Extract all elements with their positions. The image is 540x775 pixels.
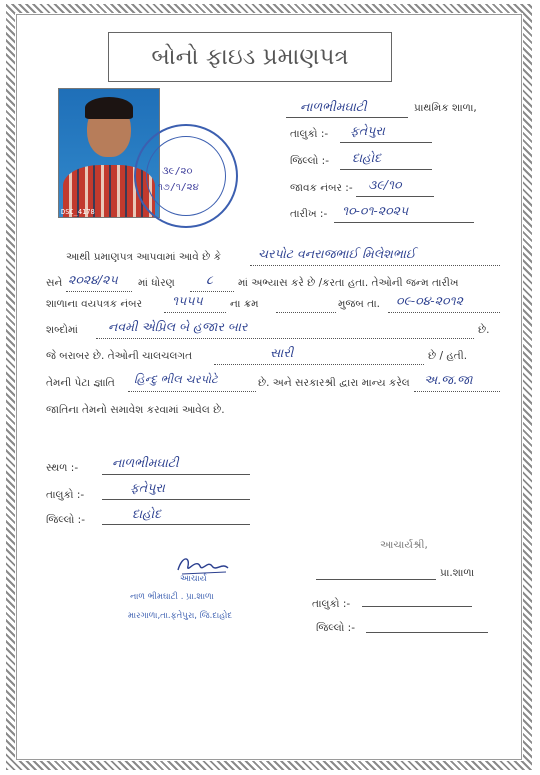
jillo-label: જિલ્લો :-	[290, 155, 329, 167]
birth-date: ૦૯-૦૪-૨૦૧૨	[396, 293, 463, 308]
line2-sane: સને	[46, 277, 63, 289]
line6-prefix: તેમની પેટા જ્ઞાતિ	[46, 377, 115, 389]
stamp-text-2: ૧૭/૧/૨૪	[158, 182, 199, 193]
conduct-value: સારી	[270, 345, 294, 360]
taluko-value: ફતેપુરા	[350, 123, 385, 138]
taluko3-label: તાલુકો :-	[312, 598, 351, 610]
academic-year: ૨૦૨૪/૨૫	[68, 272, 118, 287]
student-name: ચરપોટ વનરાજભાઈ મિલેશભાઈ	[258, 246, 416, 261]
school-name: નાળભીમઘાટી	[300, 99, 367, 114]
line5-suffix: છે / હતી.	[428, 350, 468, 362]
school-round-stamp	[134, 124, 238, 228]
line2-dhoran: માં ધોરણ	[138, 277, 175, 289]
line3-mid: ના ક્રમ	[230, 298, 259, 310]
line3-prefix: શાળાના વયપત્રક નંબર	[46, 298, 143, 310]
stamp-text-1: ૩૯/૨૦	[162, 166, 193, 177]
photo-caption: DSC_4178	[61, 208, 95, 216]
standard: ૮	[206, 272, 213, 287]
line4-prefix: શબ્દોમાં	[46, 324, 78, 336]
line7: જાતિના તેમનો સમાવેશ કરવામાં આવેલ છે.	[46, 404, 225, 416]
taluko2-label: તાલુકો :-	[46, 489, 85, 501]
line3-mujab: મુજબ તા.	[338, 298, 380, 310]
tarikh-value: ૧૦-૦૧-૨૦૨૫	[342, 203, 409, 218]
pra-shala-label: પ્રા.શાળા	[440, 567, 475, 579]
category-value: અ.જ.જા	[424, 372, 473, 387]
jillo3-label: જિલ્લો :-	[316, 622, 355, 634]
jillo2-label: જિલ્લો :-	[46, 514, 85, 526]
jillo2-value: દાહોદ	[132, 506, 162, 521]
seal-line-1: નાળ ભીમઘાટી . પ્રા.શાળા	[130, 592, 214, 602]
line6-mid: છે. અને સરકારશ્રી દ્વારા માન્ય કરેલ	[258, 377, 410, 389]
birth-date-words: નવમી એપ્રિલ બે હજાર બાર	[108, 319, 248, 334]
tarikh-label: તારીખ :-	[290, 208, 328, 220]
javak-label: જાવક નંબર :-	[290, 182, 353, 194]
line1-prefix: આથી પ્રમાણપત્ર આપવામાં આવે છે કે	[66, 251, 222, 263]
seal-line-0: આચાર્ય	[180, 574, 207, 584]
taluko2-value: ફતેપુરા	[130, 480, 165, 495]
acharya-label: આચાર્યશ્રી,	[380, 539, 428, 551]
line5-prefix: જે બરાબર છે. તેઓની ચાલચલગત	[46, 350, 193, 362]
sthal-label: સ્થળ :-	[46, 462, 79, 474]
line2-suffix: માં અભ્યાસ કરે છે /કરતા હતા. તેઓની જન્મ તારીખ	[238, 277, 459, 289]
sthal-value: નાળભીમઘાટી	[112, 455, 179, 470]
certificate-title: બોનો ફાઇડ પ્રમાણપત્ર	[108, 32, 392, 82]
jillo-value: દાહોદ	[352, 150, 382, 165]
seal-line-2: મારગાળા,તા.ફતેપુરા, જિ.દાહોદ	[128, 611, 233, 621]
school-suffix: પ્રાથમિક શાળા,	[414, 102, 477, 114]
register-number: ૧૫૫૫	[172, 293, 203, 308]
sub-caste: હિન્દુ ભીલ ચરપોટે	[134, 372, 218, 386]
taluko-label: તાલુકો :-	[290, 128, 329, 140]
line4-suffix: છે.	[478, 324, 490, 336]
javak-value: ૩૯/૧૦	[368, 177, 402, 192]
